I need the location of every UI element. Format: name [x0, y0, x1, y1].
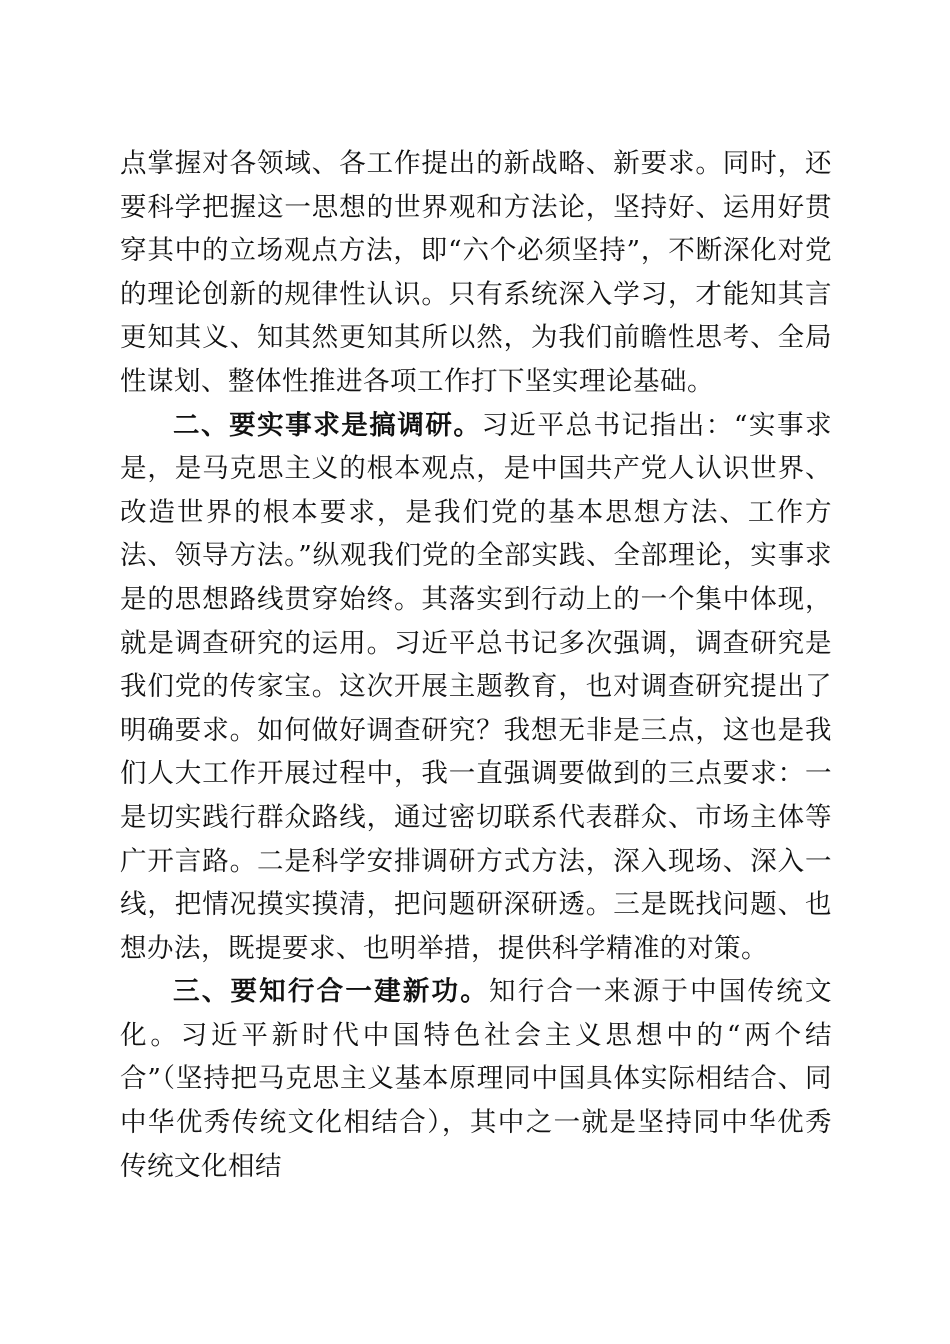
section-two-text: 习近平总书记指出：“实事求是，是马克思主义的根本观点，是中国共产党人认识世界、改造世界的根本要求，是我们党的基本思想方法、工作方法、领导方法。”纵观我们党的全部实践、全部理论，实事求是的思想路线贯穿始终。其落实到行动上的一个集中体现，就是调查研究的运用。习近平总书记多次强调，调查研究是我们党的传家宝。这次开展主题教育，也对调查研究提出了明确要求。如何做好调查研究？我想无非是三点，这也是我们人大工作开展过程中，我一直强调要做到的三点要求：一是切实践行群众路线，通过密切联系代表群众、市场主体等广开言路。二是科学安排调研方式方法，深入现场、深入一线，把情况摸实摸清，把问题研深研透。三是既找问题、也想办法，既提要求、也明举措，提供科学精准的对策。: [120, 409, 832, 964]
section-three-text: 知行合一来源于中国传统文化。习近平新时代中国特色社会主义思想中的“两个结合”（坚持把马克思主义基本原理同中国具体实际相结合、同中华优秀传统文化相结合），其中之一就是坚持同中华优秀传统文化相结: [120, 976, 832, 1182]
document-body: [120, 142, 832, 1188]
section-three-heading: 三、要知行合一建新功。: [173, 976, 489, 1008]
section-two-heading: 二、要实事求是搞调研。: [173, 409, 482, 441]
paragraph-1-text: 点掌握对各领域、各工作提出的新战略、新要求。同时，还要科学把握这一思想的世界观和方法论，坚持好、运用好贯穿其中的立场观点方法，即“六个必须坚持”，不断深化对党的理论创新的规律性认识。只有系统深入学习，才能知其言更知其义、知其然更知其所以然，为我们前瞻性思考、全局性谋划、整体性推进各项工作打下坚实理论基础。: [120, 148, 832, 397]
paragraph-continuation: [120, 142, 832, 404]
paragraph-section-two: [120, 404, 832, 971]
paragraph-section-three: [120, 970, 832, 1188]
